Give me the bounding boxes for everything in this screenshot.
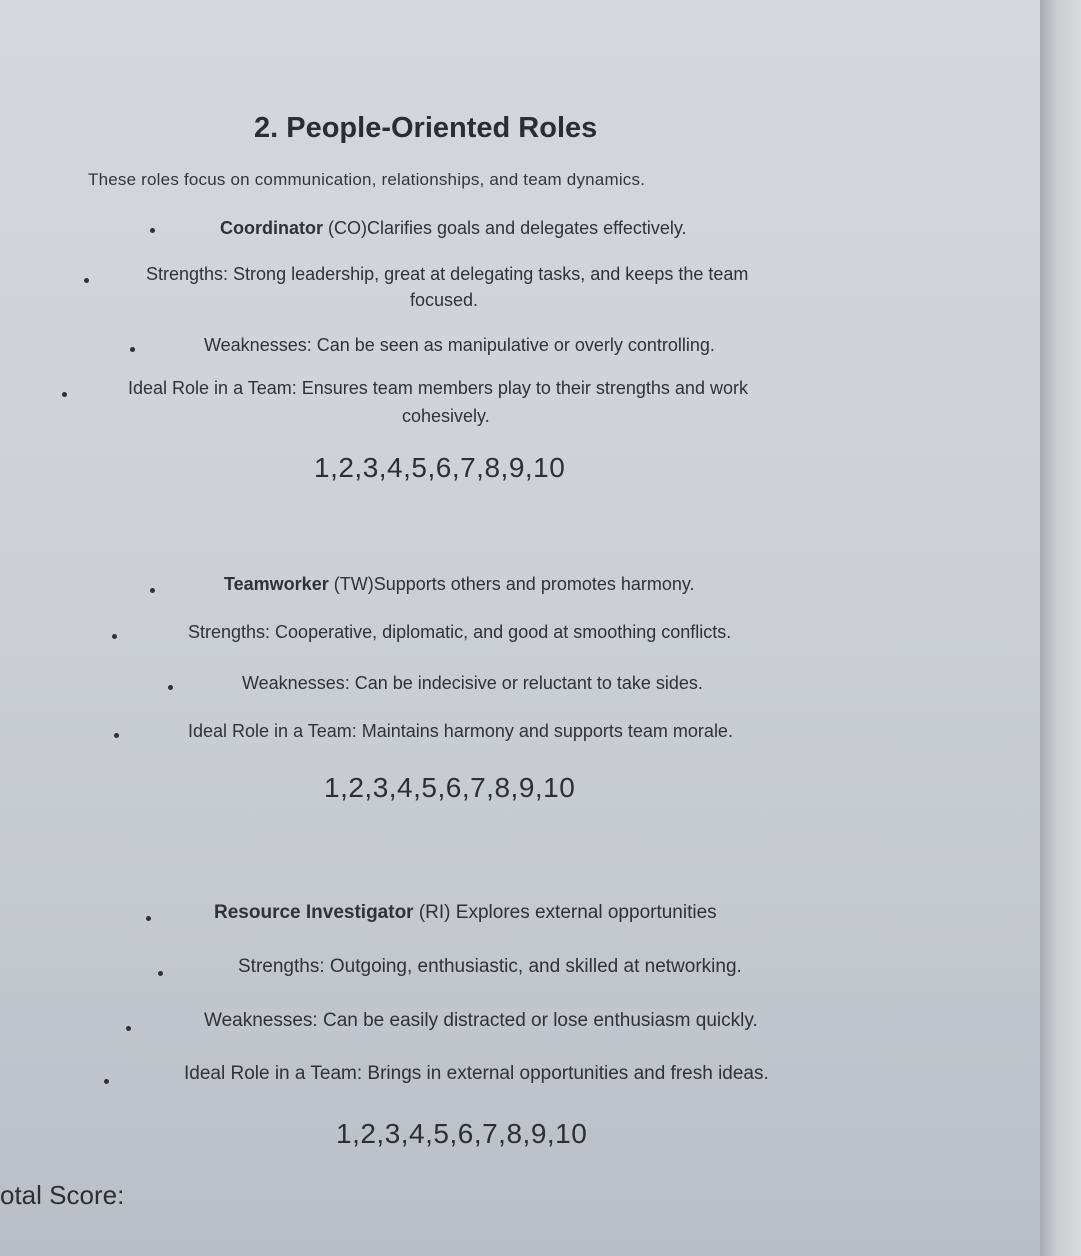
resource-investigator-heading bbox=[214, 902, 717, 924]
resource-investigator-strengths: Strengths: Outgoing, enthusiastic, and skilled at networking. bbox=[238, 956, 742, 977]
teamworker-weaknesses: Weaknesses: Can be indecisive or reluctant to take sides. bbox=[242, 673, 703, 693]
role-summary: (CO)Clarifies goals and delegates effectively. bbox=[328, 218, 687, 238]
teamworker-ideal-role: Ideal Role in a Team: Maintains harmony and supports team morale. bbox=[188, 721, 733, 741]
bullet-icon bbox=[150, 228, 155, 233]
coordinator-strengths: Strengths: Strong leadership, great at delegating tasks, and keeps the team bbox=[146, 264, 749, 284]
total-score-label: otal Score: bbox=[0, 1180, 125, 1210]
bullet-icon bbox=[62, 392, 67, 397]
page-title: 2. People-Oriented Roles bbox=[254, 112, 598, 144]
coordinator-ideal-role: Ideal Role in a Team: Ensures team members play to their strengths and work bbox=[128, 378, 748, 398]
resource-investigator-ideal-role: Ideal Role in a Team: Brings in external opportunities and fresh ideas. bbox=[184, 1063, 769, 1084]
role-name: Coordinator bbox=[220, 218, 323, 238]
bullet-icon bbox=[158, 971, 163, 976]
bullet-icon bbox=[84, 278, 89, 283]
role-summary: (TW)Supports others and promotes harmony. bbox=[333, 574, 695, 594]
bullet-icon bbox=[114, 733, 119, 738]
teamworker-heading bbox=[224, 574, 695, 595]
role-summary: (RI) Explores external opportunities bbox=[418, 902, 717, 923]
coordinator-heading bbox=[220, 218, 687, 239]
bullet-icon bbox=[146, 916, 151, 921]
intro-text: These roles focus on communication, relationships, and team dynamics. bbox=[88, 170, 646, 189]
coordinator-ideal-role-cont: cohesively. bbox=[402, 406, 490, 426]
page-edge bbox=[1040, 0, 1081, 1256]
bullet-icon bbox=[130, 347, 135, 352]
bullet-icon bbox=[150, 588, 155, 593]
resource-investigator-weaknesses: Weaknesses: Can be easily distracted or lose enthusiasm quickly. bbox=[204, 1010, 758, 1031]
bullet-icon bbox=[126, 1026, 131, 1031]
coordinator-rating-scale: 1,2,3,4,5,6,7,8,9,10 bbox=[314, 452, 566, 483]
role-name: Teamworker bbox=[224, 574, 329, 594]
bullet-icon bbox=[168, 685, 173, 690]
teamworker-rating-scale: 1,2,3,4,5,6,7,8,9,10 bbox=[324, 772, 576, 803]
teamworker-strengths: Strengths: Cooperative, diplomatic, and good at smoothing conflicts. bbox=[188, 622, 732, 642]
resource-investigator-rating-scale: 1,2,3,4,5,6,7,8,9,10 bbox=[336, 1118, 588, 1149]
bullet-icon bbox=[112, 634, 117, 639]
coordinator-strengths-cont: focused. bbox=[410, 290, 479, 310]
bullet-icon bbox=[104, 1079, 109, 1084]
coordinator-weaknesses: Weaknesses: Can be seen as manipulative or overly controlling. bbox=[204, 335, 715, 355]
role-name: Resource Investigator bbox=[214, 902, 414, 923]
